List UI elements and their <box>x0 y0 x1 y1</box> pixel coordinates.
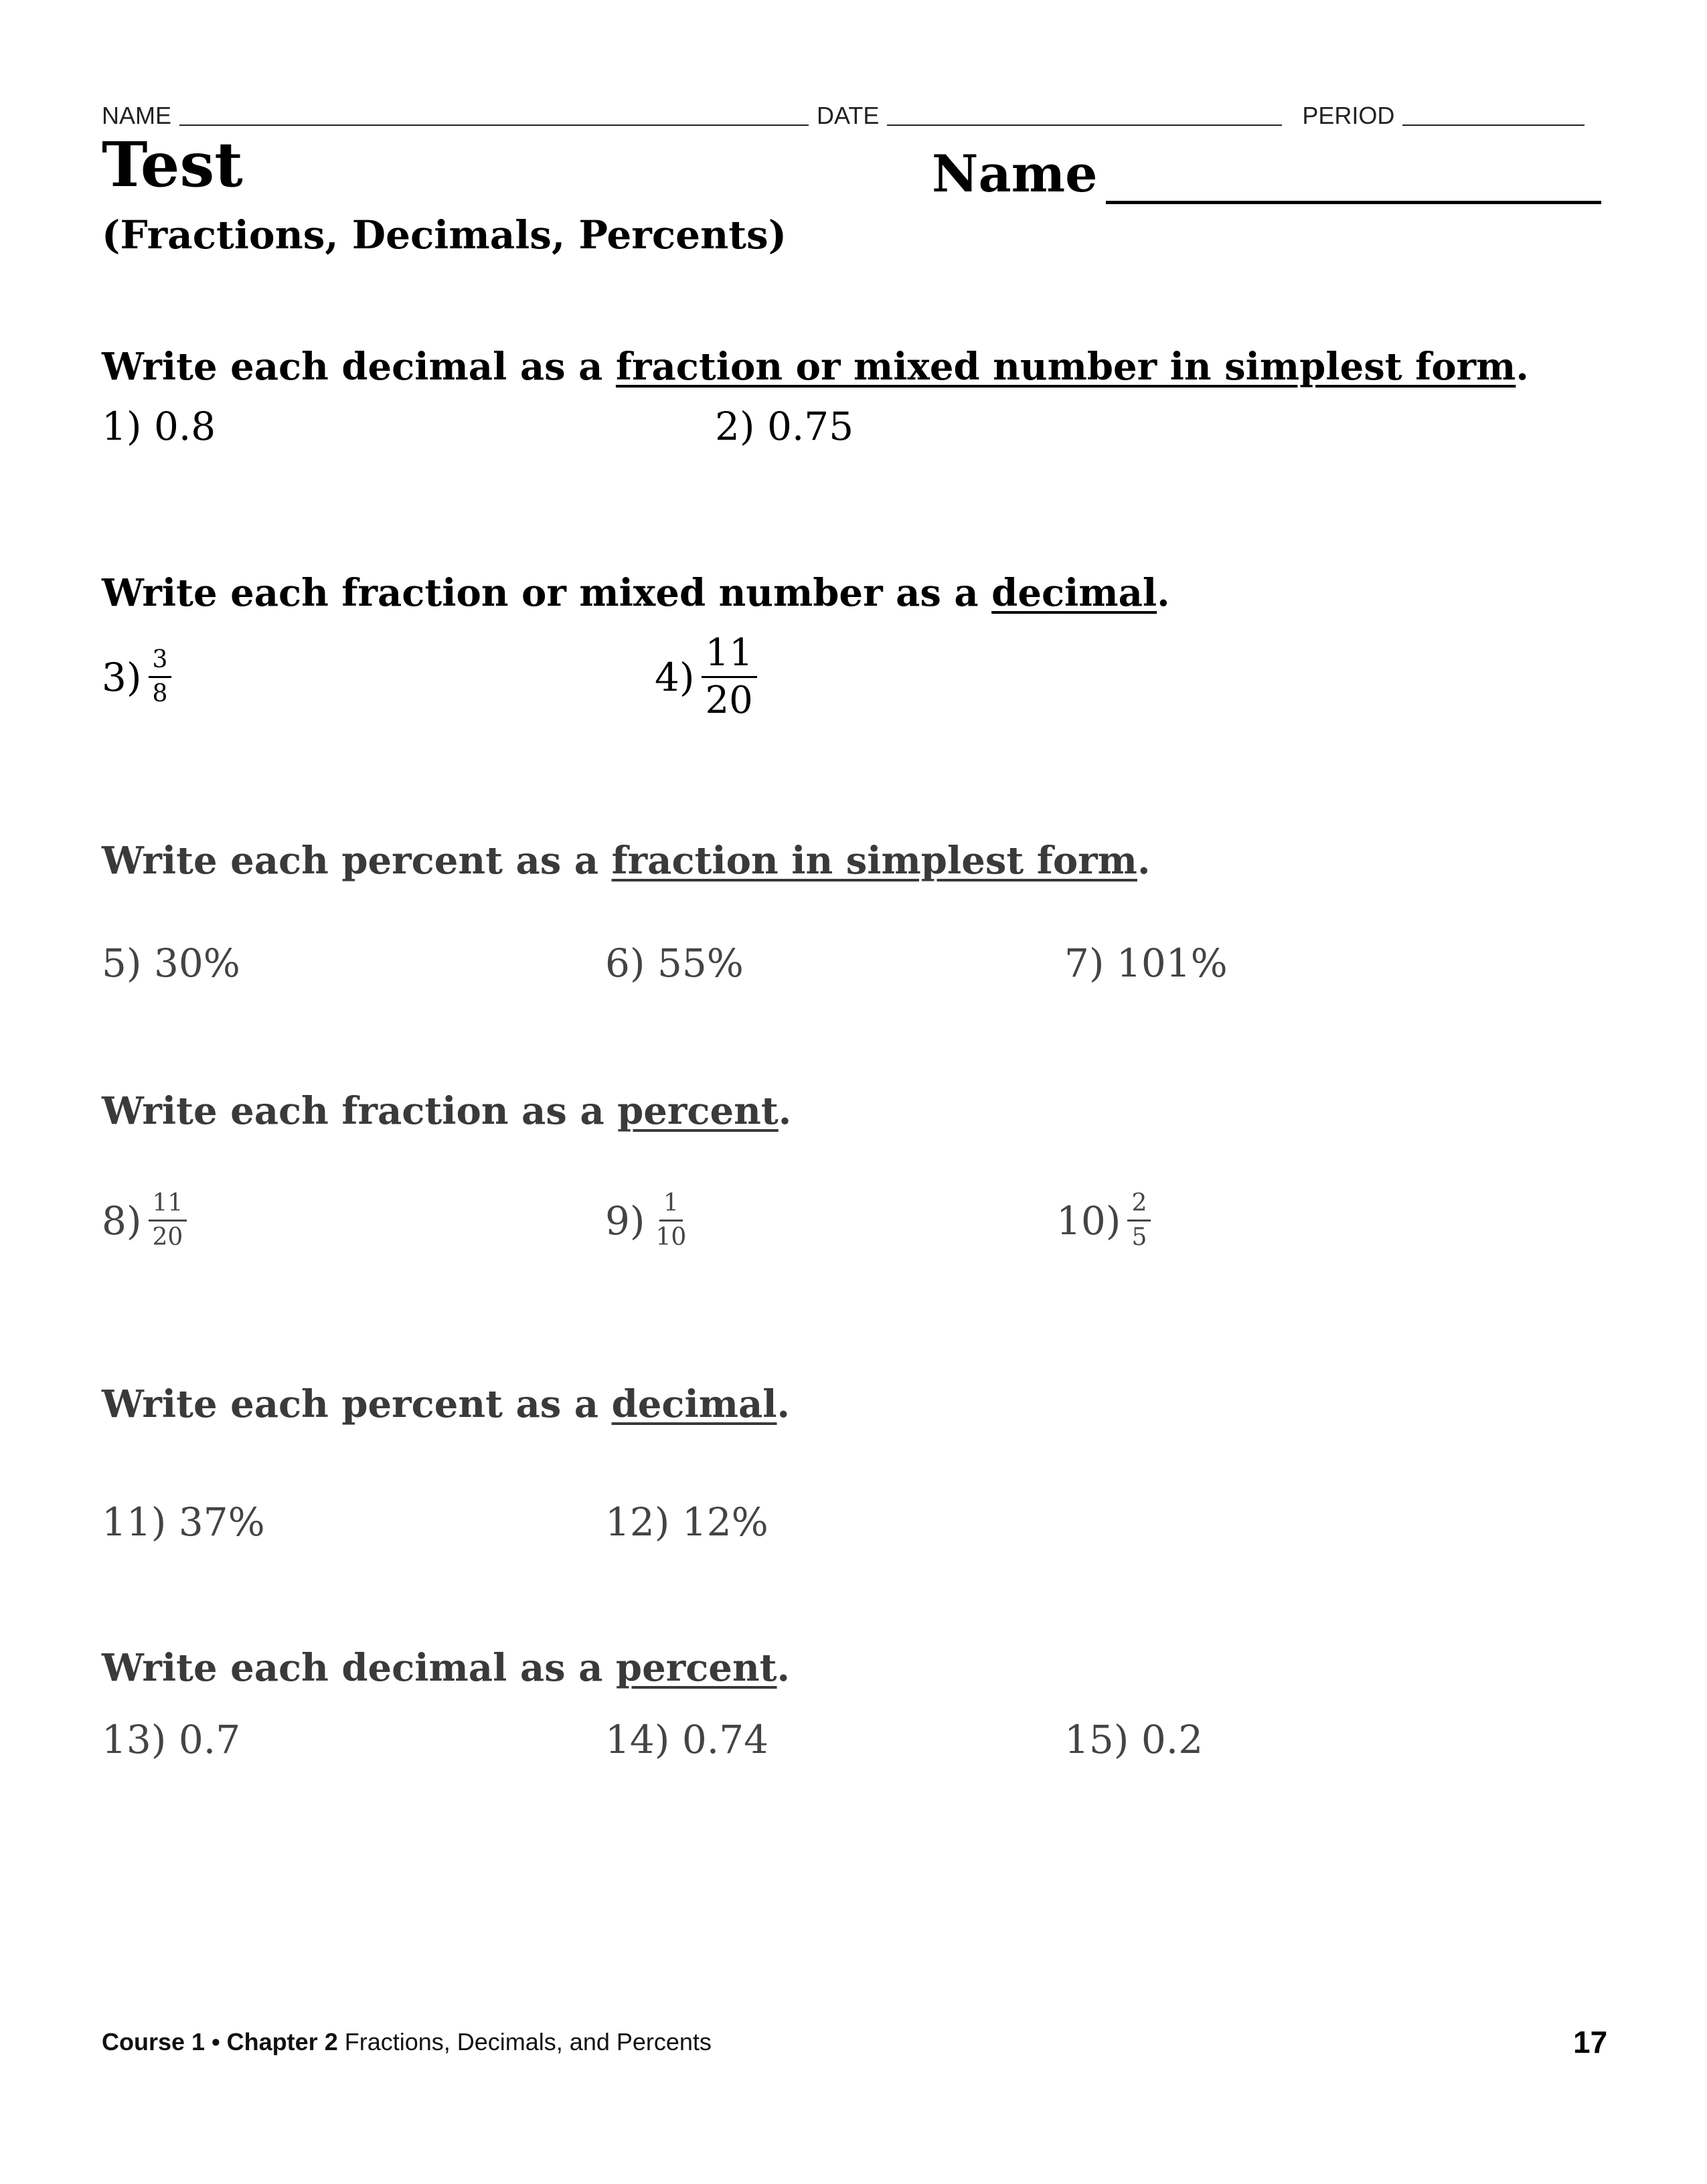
section-6-instruction: Write each decimal as a percent. <box>102 1646 791 1690</box>
section-5-instruction: Write each percent as a decimal. <box>102 1382 791 1426</box>
period-blank[interactable] <box>1402 124 1584 126</box>
name-field-label: Name <box>932 144 1098 203</box>
problem-2: 2) 0.75 <box>715 404 854 449</box>
problem-6: 6) 55% <box>605 940 744 986</box>
problem-10: 10) $\frac{2}{5}$ <box>1056 1191 1151 1250</box>
section-4-instruction: Write each fraction as a percent. <box>102 1089 792 1133</box>
student-info-line <box>102 100 1608 130</box>
fraction: $\frac{11}{20}$ <box>149 1191 187 1250</box>
problem-14: 14) 0.74 <box>605 1717 769 1762</box>
problem-13: 13) 0.7 <box>102 1717 241 1762</box>
section-3-instruction: Write each percent as a fraction in simplest form. <box>102 839 1151 883</box>
section-1-instruction: Write each decimal as a fraction or mixed number in simplest form. <box>102 345 1529 389</box>
problem-4: 4) $\frac{11}{20}$ <box>655 635 757 720</box>
problem-9: 9) $\frac{1}{10}$ <box>605 1191 690 1250</box>
date-header-label: DATE <box>817 102 880 129</box>
page-number: 17 <box>1573 2025 1608 2060</box>
fraction: $\frac{2}{5}$ <box>1127 1191 1151 1250</box>
problem-11: 11) 37% <box>102 1499 265 1545</box>
problem-3: 3) $\frac{3}{8}$ <box>102 648 171 706</box>
problem-5: 5) 30% <box>102 940 240 986</box>
problem-15: 15) 0.2 <box>1064 1717 1204 1762</box>
footer-course-info: Course 1 • Chapter 2 Fractions, Decimals, and Percents <box>102 2028 712 2055</box>
fraction: $\frac{1}{10}$ <box>655 1189 687 1251</box>
name-field-line[interactable] <box>1106 201 1601 204</box>
name-header-label: NAME <box>102 102 172 129</box>
problem-7: 7) 101% <box>1064 940 1228 986</box>
page-title: Test <box>102 129 243 201</box>
problem-1: 1) 0.8 <box>102 404 216 449</box>
fraction: $\frac{3}{8}$ <box>149 648 172 706</box>
fraction: $\frac{11}{20}$ <box>702 635 757 720</box>
name-blank[interactable] <box>179 124 809 126</box>
section-2-instruction: Write each fraction or mixed number as a decimal. <box>102 571 1170 615</box>
problem-12: 12) 12% <box>605 1499 768 1545</box>
date-blank[interactable] <box>887 124 1282 126</box>
problem-8: 8) $\frac{11}{20}$ <box>102 1191 187 1250</box>
page-subtitle: (Fractions, Decimals, Percents) <box>102 212 787 258</box>
period-header-label: PERIOD <box>1302 102 1395 129</box>
